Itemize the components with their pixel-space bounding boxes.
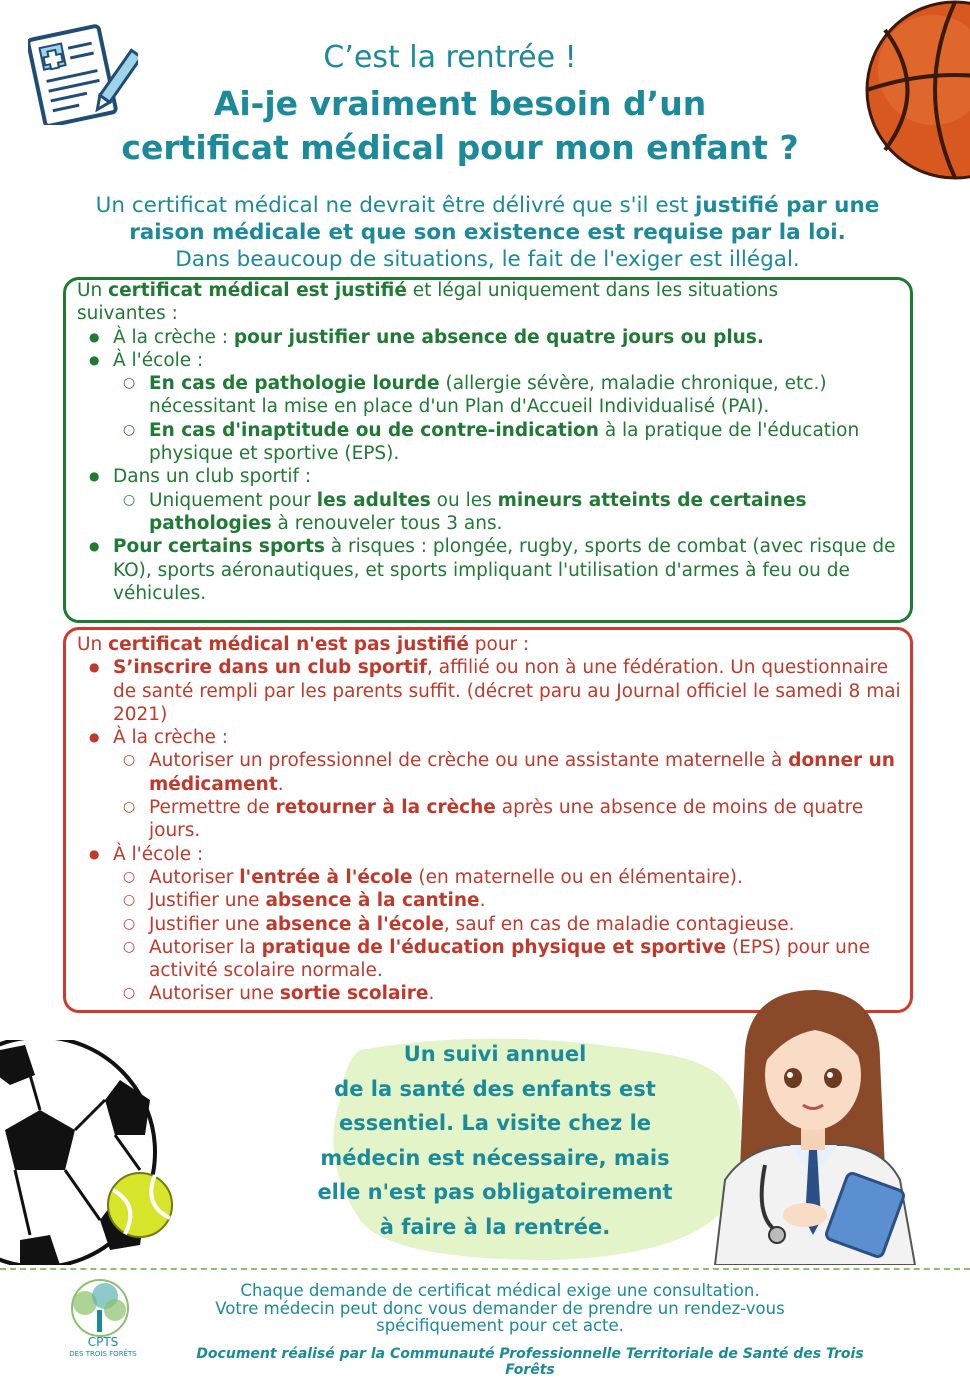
item-text: à renouveler tous 3 ans.: [271, 512, 503, 534]
item-text: , affilié ou non à une fédération. Un questionnaire de santé rempli par les parents suffit. (décret paru au Journal officiel le samedi 8 mai 2021): [113, 657, 901, 725]
item-text: .: [428, 983, 435, 1005]
item-bold: S’inscrire dans un club sportif: [113, 657, 428, 679]
tennis-ball-icon: [105, 1170, 175, 1240]
list-item: [77, 656, 902, 726]
item-bold: l'entrée à l'école: [239, 866, 413, 888]
item-text: (allergie sévère, maladie chronique, etc.) nécessitant la mise en place d'un Plan d'Accueil Individualisé (PAI).: [149, 373, 827, 418]
sub-list: [113, 489, 902, 536]
logo-sub: DES TROIS FORÊTS: [69, 1350, 137, 1358]
not-justified-content: [77, 633, 902, 1006]
not-justified-lead: [77, 633, 902, 656]
item-text: À la crèche :: [113, 727, 229, 749]
doctor-illustration: [705, 980, 920, 1265]
item-bold: retourner à la crèche: [275, 797, 496, 819]
item-text: .: [479, 890, 486, 912]
item-bold: pour justifier une absence de quatre jours ou plus.: [233, 326, 764, 348]
sub-list-item: [113, 889, 902, 912]
item-text: après une absence de moins de quatre jours.: [149, 797, 864, 842]
item-bold: Pour certains sports: [113, 536, 325, 558]
item-text: Justifier une: [149, 913, 266, 935]
item-bold: sortie scolaire: [279, 983, 429, 1005]
item-bold: pratique de l'éducation physique et sportive: [261, 936, 727, 958]
item-text: À l'école :: [113, 349, 204, 371]
not-justified-list: [77, 656, 902, 1005]
item-bold: En cas de pathologie lourde: [149, 373, 440, 395]
credit-line: Document réalisé par la Communauté Professionnelle Territoriale de Santé des Trois Forêts: [196, 1346, 864, 1378]
list-item: [77, 535, 902, 605]
footer-line: Chaque demande de certificat médical exige une consultation.: [240, 1281, 760, 1300]
item-text: Justifier une: [149, 890, 266, 912]
bubble-line: Un suivi annuel: [403, 1042, 587, 1066]
item-bold: mineurs atteints de certaines pathologies: [149, 489, 807, 534]
intro-text: Un certificat médical ne devrait être délivré que s'il est: [95, 193, 696, 218]
sub-list: [113, 749, 902, 842]
item-bold: absence à la cantine: [265, 890, 480, 912]
title-line-2: Ai-je vraiment besoin d’un: [213, 84, 707, 123]
bubble-line: elle n'est pas obligatoirement: [317, 1180, 673, 1204]
title-line-1: C’est la rentrée !: [323, 40, 577, 75]
sub-list-item: [113, 749, 902, 796]
intro-line3: Dans beaucoup de situations, le fait de l'exiger est illégal.: [175, 247, 800, 272]
item-text: À l'école :: [113, 843, 204, 865]
item-text: à la pratique de l'éducation physique et sportive (EPS).: [149, 419, 860, 465]
sub-list-item: [113, 936, 902, 983]
item-text: Permettre de: [149, 797, 276, 819]
item-bold: En cas d'inaptitude ou de contre-indication: [149, 419, 599, 441]
lead-bold: certificat médical n'est pas justifié: [108, 634, 469, 655]
item-text: ou les: [430, 489, 498, 511]
lead-text: pour :: [468, 634, 530, 655]
item-text: Autoriser la: [149, 936, 262, 958]
sub-list-item: [113, 419, 902, 466]
item-text: Autoriser un professionnel de crèche ou une assistante maternelle à: [149, 750, 789, 772]
list-item: [77, 349, 902, 465]
item-text: , sauf en cas de maladie contagieuse.: [443, 913, 795, 935]
justified-content: [77, 279, 902, 605]
cpts-logo-tree-icon: [55, 1278, 145, 1338]
title-main: [80, 82, 840, 170]
bubble-message: [290, 1037, 700, 1244]
lead-text: Un: [77, 280, 109, 301]
footer-line: spécifiquement pour cet acte.: [376, 1316, 624, 1335]
intro-bold: justifié par une raison médicale et que son existence est requise par la loi.: [129, 193, 880, 245]
sub-list-item: [113, 866, 902, 889]
intro-paragraph: [80, 192, 895, 273]
basketball-icon: [845, 0, 970, 180]
item-text: Autoriser une: [149, 983, 280, 1005]
item-text: .: [277, 773, 284, 795]
item-text: À la crèche :: [113, 326, 234, 348]
item-text: Dans un club sportif :: [113, 466, 312, 488]
item-bold: absence à l'école: [265, 913, 444, 935]
item-text: à risques : plongée, rugby, sports de combat (avec risque de KO), sports aéronautiques, et sports impliquant l'utilisation d'armes à feu ou de véhicules.: [113, 536, 896, 604]
sub-list-item: [113, 913, 902, 936]
list-item: [77, 326, 902, 349]
justified-list: [77, 326, 902, 606]
bubble-line: essentiel. La visite chez le: [338, 1111, 652, 1135]
list-item: [77, 465, 902, 535]
item-text: (EPS) pour une activité scolaire normale.: [149, 936, 870, 982]
bubble-line: à faire à la rentrée.: [379, 1214, 611, 1239]
item-text: Uniquement pour: [149, 489, 317, 511]
bubble-line: de la santé des enfants est: [334, 1076, 656, 1101]
title-line-3: certificat médical pour mon enfant ?: [121, 128, 799, 167]
item-text: (en maternelle ou en élémentaire).: [412, 866, 743, 888]
logo-name: CPTS: [87, 1335, 119, 1349]
item-bold: les adultes: [316, 489, 431, 511]
sub-list-item: [113, 796, 902, 843]
lead-text: et légal uniquement dans les situations suivantes :: [77, 280, 779, 325]
footer-line: Votre médecin peut donc vous demander de prendre un rendez-vous: [215, 1298, 785, 1318]
footer-note: [160, 1282, 840, 1335]
lead-bold: certificat médical est justifié: [108, 280, 407, 301]
bubble-line: médecin est nécessaire, mais: [320, 1145, 670, 1170]
list-item: [77, 726, 902, 842]
cpts-logo-label: [58, 1336, 148, 1360]
item-text: Autoriser: [149, 866, 240, 888]
sub-list-item: [113, 372, 902, 419]
lead-text: Un: [77, 634, 109, 655]
justified-lead: [77, 279, 837, 326]
sub-list: [113, 372, 902, 465]
sub-list-item: [113, 489, 902, 536]
item-bold: donner un médicament: [149, 750, 895, 795]
footer-divider: [0, 1268, 970, 1270]
